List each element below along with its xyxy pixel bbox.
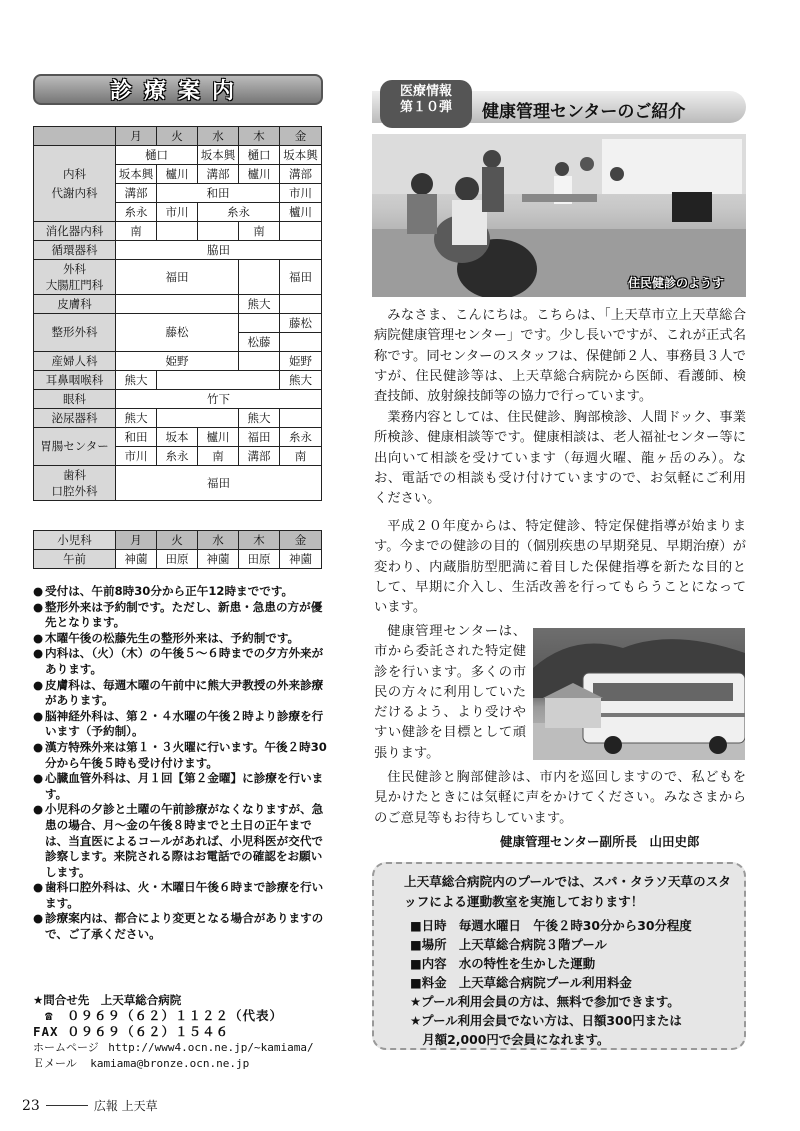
- table-cell: 坂本興: [198, 146, 239, 165]
- table-cell: 田原: [157, 550, 198, 569]
- dept-junkan: 循環器科: [34, 241, 116, 260]
- contact-label: ★問合せ先 上天草総合病院: [33, 993, 182, 1007]
- dept-ichou: 胃腸センター: [34, 428, 116, 466]
- day-header: 月: [116, 531, 157, 550]
- table-cell: 熊大: [280, 371, 322, 390]
- table-header-row: [34, 127, 322, 146]
- table-cell: 姫野: [280, 352, 322, 371]
- mobile-checkup-bus-photo: [533, 628, 745, 760]
- table-cell: 熊大: [116, 409, 157, 428]
- health-checkup-photo: [372, 134, 746, 297]
- table-cell: 福田: [116, 260, 239, 295]
- list-item: ★プール利用会員の方は、無料で参加できます。: [410, 994, 680, 1009]
- schedule-banner: [33, 74, 323, 105]
- list-item: ● 歯科口腔外科は、火・木曜日午後６時まで診療を行います。: [33, 880, 333, 911]
- homepage-row: [33, 1040, 333, 1056]
- table-cell: 市川: [116, 447, 157, 466]
- table-cell: 櫨川: [198, 428, 239, 447]
- table-header-row: [34, 531, 322, 550]
- dept-geka: 外科 大腸肛門科: [34, 260, 116, 295]
- page-footer: [22, 1097, 158, 1114]
- table-cell: [157, 371, 280, 390]
- table-row: [34, 390, 322, 409]
- notes-list: [33, 584, 333, 943]
- table-cell: 松藤: [239, 333, 280, 352]
- table-cell: [157, 409, 239, 428]
- contact-tel: ☎ ０９６９（６２）１１２２（代表）: [45, 1008, 284, 1023]
- table-cell: [239, 352, 280, 371]
- header-blank: [34, 127, 116, 146]
- table-cell: [280, 295, 322, 314]
- list-item: ■場所 上天草総合病院３階プール: [410, 937, 607, 952]
- dept-jibi: 耳鼻咽喉科: [34, 371, 116, 390]
- session-label: 午前: [34, 550, 116, 569]
- table-row: [34, 428, 322, 447]
- table-cell: 福田: [280, 260, 322, 295]
- article-title: 健康管理センターのご紹介: [482, 102, 686, 122]
- table-cell: [280, 409, 322, 428]
- health-checkup-photo-art: [372, 134, 746, 297]
- table-cell: 坂本興: [280, 146, 322, 165]
- table-cell: 糸永: [280, 428, 322, 447]
- table-cell: [280, 222, 322, 241]
- list-item: ● 心臓血管外科は、月１回【第２金曜】に診療を行います。: [33, 771, 333, 802]
- table-cell: 和田: [116, 428, 157, 447]
- day-header: 月: [116, 127, 157, 146]
- table-cell: [116, 295, 239, 314]
- day-header: 木: [239, 531, 280, 550]
- day-header: 木: [239, 127, 280, 146]
- table-cell: 溝部: [280, 165, 322, 184]
- table-cell: 竹下: [116, 390, 322, 409]
- schedule-banner-title: 診療案内: [109, 79, 246, 104]
- table-cell: 樋口: [239, 146, 280, 165]
- footer-divider: [46, 1105, 88, 1106]
- list-item: ● 整形外来は予約制です。ただし、新患・急患の方が優先となります。: [33, 600, 333, 631]
- photo-caption: 住民健診のようす: [628, 276, 725, 290]
- contact-fax: FAX ０９６９（６２）１５４６: [33, 1024, 230, 1039]
- table-cell: 藤松: [116, 314, 239, 352]
- contact-block: [33, 992, 333, 1072]
- day-header: 水: [198, 127, 239, 146]
- list-item: ● 受付は、午前8時30分から正午12時までです。: [33, 584, 333, 600]
- list-item: ■日時 毎週水曜日 午後２時30分から30分程度: [410, 918, 692, 933]
- table-cell: [198, 222, 239, 241]
- table-cell: 糸永: [116, 203, 157, 222]
- schedule-table: [33, 126, 322, 501]
- table-cell: 溝部: [198, 165, 239, 184]
- table-cell: 神薗: [198, 550, 239, 569]
- table-cell: 熊大: [116, 371, 157, 390]
- table-cell: 和田: [157, 184, 280, 203]
- day-header: 水: [198, 531, 239, 550]
- email-label: Ｅメール: [33, 1057, 77, 1070]
- list-item: ■内容 水の特性を生かした運動: [410, 956, 596, 971]
- table-cell: 南: [116, 222, 157, 241]
- table-cell: 坂本興: [116, 165, 157, 184]
- pool-notice-title: 上天草総合病院内のプールでは、スパ・タラソ天草のスタッフによる運動教室を実施しております！: [404, 874, 731, 909]
- table-row: [34, 409, 322, 428]
- dept-shika: 歯科 口腔外科: [34, 466, 116, 501]
- table-row: [34, 466, 322, 501]
- list-item: 月額2,000円で会員になれます。: [410, 1032, 610, 1047]
- table-cell: 福田: [116, 466, 322, 501]
- table-cell: 神薗: [280, 550, 322, 569]
- table-row: [34, 314, 322, 333]
- table-cell: 樋口: [116, 146, 198, 165]
- table-cell: 櫨川: [280, 203, 322, 222]
- table-row: [34, 260, 322, 295]
- table-row: [34, 146, 322, 165]
- table-cell: 坂本: [157, 428, 198, 447]
- table-cell: 櫨川: [157, 165, 198, 184]
- homepage-link[interactable]: http://www4.ocn.ne.jp/~kamiama/: [108, 1041, 314, 1054]
- table-cell: 市川: [280, 184, 322, 203]
- table-cell: 脇田: [116, 241, 322, 260]
- day-header: 火: [157, 127, 198, 146]
- table-cell: 櫨川: [239, 165, 280, 184]
- dept-shonika: 小児科: [34, 531, 116, 550]
- list-item: ● 小児科の夕診と土曜の午前診療がなくなりますが、急患の場合、月～金の午後８時までと土日の正午までは、当直医によるコールがあれば、小児科医が交代で診察します。来院される際はお電話での確認をお願いします。: [33, 802, 333, 880]
- day-header: 金: [280, 127, 322, 146]
- table-cell: 糸永: [198, 203, 280, 222]
- pediatrics-table: [33, 530, 322, 569]
- dept-ganka: 眼科: [34, 390, 116, 409]
- article-paragraph: 健康管理センターは、市から委託された特定健診を行います。多くの市民の方々に利用していただけるよう、より受けやすい健診を目標として頑張ります。: [374, 624, 526, 761]
- table-row: [34, 550, 322, 569]
- table-cell: 藤松: [280, 314, 322, 333]
- table-row: [34, 222, 322, 241]
- table-cell: 姫野: [116, 352, 239, 371]
- table-row: [34, 352, 322, 371]
- list-item: ● 木曜午後の松藤先生の整形外来は、予約制です。: [33, 631, 333, 647]
- table-cell: [280, 333, 322, 352]
- dept-seikei: 整形外科: [34, 314, 116, 352]
- list-item: ● 皮膚科は、毎週木曜の午前中に熊大尹教授の外来診療があります。: [33, 678, 333, 709]
- article-paragraph: 住民健診と胸部健診は、市内を巡回しますので、私どもを見かけたときには気軽に声をかけてください。みなさまからのご意見等もお待ちしています。: [374, 770, 746, 826]
- table-cell: 福田: [239, 428, 280, 447]
- table-cell: 溝部: [239, 447, 280, 466]
- dept-naika: 内科 代謝内科: [34, 146, 116, 222]
- table-row: [34, 241, 322, 260]
- email-row: [33, 1056, 333, 1072]
- list-item: ■料金 上天草総合病院プール利用料金: [410, 975, 632, 990]
- table-row: [34, 295, 322, 314]
- table-cell: 田原: [239, 550, 280, 569]
- list-item: ● 漢方特殊外来は第１・３火曜に行います。午後２時30分から午後５時も受け付けます。: [33, 740, 333, 771]
- list-item: ● 内科は、（火）（木）の午後５～６時までの夕方外来があります。: [33, 646, 333, 677]
- table-cell: 市川: [157, 203, 198, 222]
- table-cell: 神薗: [116, 550, 157, 569]
- homepage-label: ホームページ: [33, 1041, 99, 1054]
- article-paragraph: 業務内容としては、住民健診、胸部検診、人間ドック、事業所検診、健康相談等です。健康相談は、老人福祉センター等に出向いて相談を受けています（毎週火曜、龍ヶ岳のみ）。なお、電話での相談も受け付けていますので、お気軽にご利用ください。: [374, 410, 746, 507]
- dept-sanfu: 産婦人科: [34, 352, 116, 371]
- article-signature: 健康管理センター副所長 山田史郎: [500, 834, 700, 849]
- table-cell: [239, 314, 280, 333]
- publication-name: 広報 上天草: [93, 1099, 158, 1113]
- list-item: ● 診療案内は、都合により変更となる場合がありますので、ご了承ください。: [33, 911, 333, 942]
- table-cell: 熊大: [239, 295, 280, 314]
- table-cell: [239, 260, 280, 295]
- list-item: ● 脳神経外科は、第２・４水曜の午後２時より診療を行います（予約制）。: [33, 709, 333, 740]
- dept-hinyo: 泌尿器科: [34, 409, 116, 428]
- table-cell: 南: [239, 222, 280, 241]
- list-item: ★プール利用会員でない方は、日額300円または: [410, 1013, 682, 1028]
- page-number: 23: [22, 1097, 40, 1114]
- table-cell: 南: [198, 447, 239, 466]
- table-cell: 南: [280, 447, 322, 466]
- dept-hifu: 皮膚科: [34, 295, 116, 314]
- article-paragraph: 平成２０年度からは、特定健診、特定保健指導が始まります。今までの健診の目的（個別疾患の早期発見、早期治療）が変わり、内蔵脂肪型肥満に着目した保健指導を新たな目的として、早期に介入し、生活改善を行ってもらうことになっています。: [374, 519, 746, 616]
- dept-shokaki: 消化器内科: [34, 222, 116, 241]
- article-paragraph: みなさま、こんにちは。こちらは、「上天草市立上天草総合病院健康管理センター」です。少し長いですが、これが正式名称です。同センターのスタッフは、保健師２人、事務員３人ですが、住民健診等は、上天草総合病院から医師、看護師、検査技師、放射線技師等の協力で行っています。: [374, 308, 746, 405]
- day-header: 金: [280, 531, 322, 550]
- pool-notice-list: [410, 916, 692, 1049]
- day-header: 火: [157, 531, 198, 550]
- table-cell: 溝部: [116, 184, 157, 203]
- table-cell: [157, 222, 198, 241]
- table-cell: 糸永: [157, 447, 198, 466]
- article-badge: 医療情報 第１０弾: [380, 80, 472, 128]
- table-cell: 熊大: [239, 409, 280, 428]
- email-link[interactable]: kamiama@bronze.ocn.ne.jp: [90, 1057, 250, 1070]
- mobile-checkup-bus-photo-art: [533, 628, 745, 760]
- table-row: [34, 371, 322, 390]
